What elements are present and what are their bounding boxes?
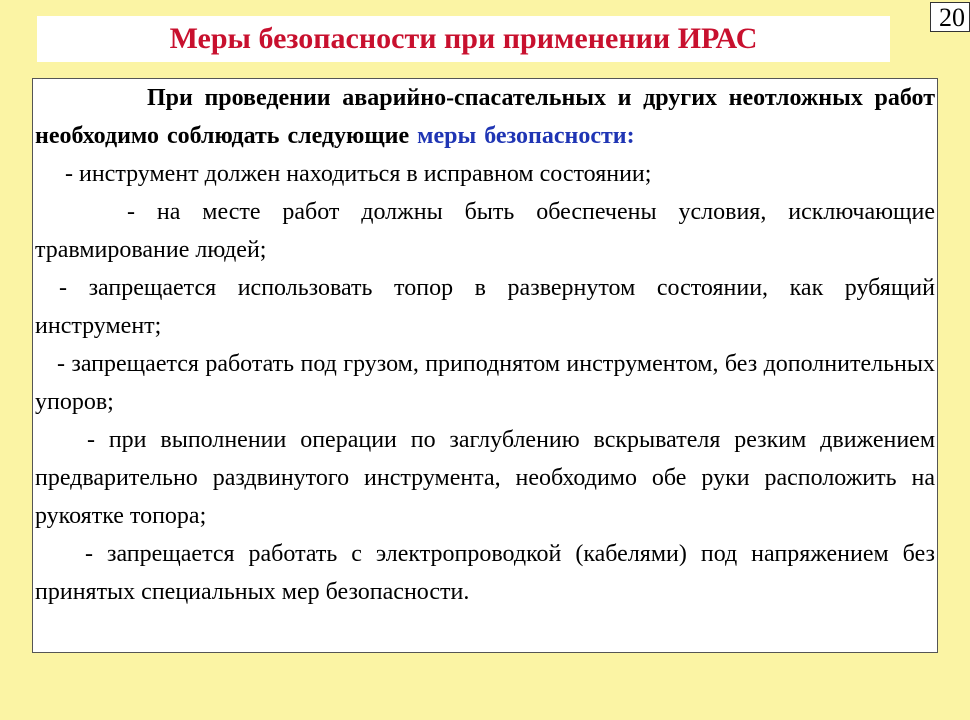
content-box <box>32 78 938 653</box>
title-bar <box>37 16 890 62</box>
list-item: - запрещается работать с электропроводкой (кабелями) под напряжением без принятых специальных мер безопасности. <box>35 541 935 605</box>
intro-text: При проведении аварийно-спасательных и других неотложных работ необходимо соблюдать следующие <box>35 85 935 149</box>
list-item: - запрещается использовать топор в развернутом состоянии, как рубящий инструмент; <box>35 275 935 339</box>
slide-title: Меры безопасности при применении ИРАС <box>169 22 758 55</box>
page-number: 20 <box>930 2 970 32</box>
intro-accent: меры безопасности: <box>417 123 635 149</box>
list-item: - запрещается работать под грузом, приподнятом инструментом, без дополнительных упоров; <box>35 351 935 415</box>
intro-paragraph <box>35 79 935 155</box>
list-item: - инструмент должен находиться в исправном состоянии; <box>65 161 652 187</box>
list-item: - на месте работ должны быть обеспечены условия, исключающие травмирование людей; <box>35 199 935 263</box>
list-item: - при выполнении операции по заглублению вскрывателя резким движением предварительно раздвинутого инструмента, необходимо обе руки расположить на рукоятке топора; <box>35 427 935 529</box>
